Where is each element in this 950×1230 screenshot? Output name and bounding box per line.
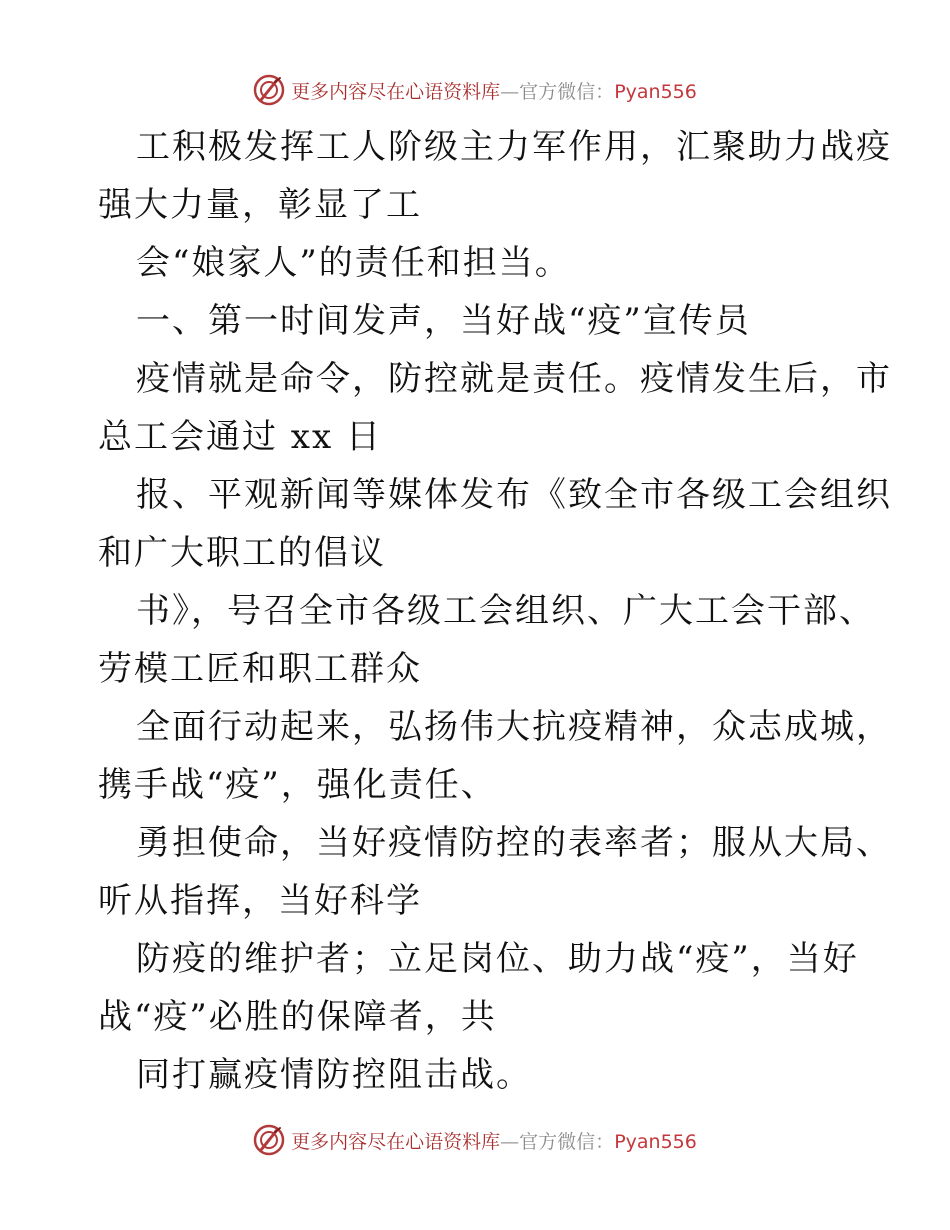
text-line: 全面行动起来，弘扬伟大抗疫精神，众志成城， [136, 707, 892, 747]
document-body [98, 118, 892, 1104]
text-line: 同打赢疫情防控阻击战。 [136, 1055, 532, 1095]
text-line: 疫情就是命令，防控就是责任。疫情发生后，市 [136, 359, 892, 399]
watermark-brand: 更多内容尽在心语资料库 [291, 1130, 501, 1153]
text-line: 劳模工匠和职工群众 [98, 649, 422, 689]
text-line: 会“娘家人”的责任和担当。 [136, 243, 571, 283]
text-line: 勇担使命，当好疫情防控的表率者；服从大局、 [136, 823, 892, 863]
watermark-logo-icon [253, 1124, 285, 1156]
text-line: 听从指挥，当好科学 [98, 881, 422, 921]
watermark-logo-icon [253, 74, 285, 106]
header-watermark [0, 70, 950, 110]
watermark-separator: — [500, 80, 520, 103]
text-line: 总工会通过 xx 日 [98, 417, 382, 457]
text-line: 强大力量，彰显了工 [98, 185, 422, 225]
watermark-separator: — [500, 1130, 520, 1153]
watermark-account: Pyan556 [614, 1130, 697, 1153]
watermark-official: 官方微信： [519, 1130, 615, 1153]
section-heading: 一、第一时间发声，当好战“疫”宣传员 [136, 301, 751, 341]
watermark-official: 官方微信： [519, 80, 615, 103]
text-line: 工积极发挥工人阶级主力军作用，汇聚助力战疫 [136, 127, 892, 167]
watermark-text [291, 77, 697, 104]
text-line: 和广大职工的倡议 [98, 533, 386, 573]
text-line: 报、平观新闻等媒体发布《致全市各级工会组织 [136, 475, 892, 515]
watermark-brand: 更多内容尽在心语资料库 [291, 80, 501, 103]
text-line: 战“疫”必胜的保障者，共 [98, 997, 497, 1037]
text-line: 携手战“疫”，强化责任、 [98, 765, 497, 805]
text-line: 防疫的维护者；立足岗位、助力战“疫”，当好 [136, 939, 859, 979]
text-line: 书》，号召全市各级工会组织、广大工会干部、 [136, 591, 875, 631]
footer-watermark [0, 1120, 950, 1160]
watermark-text [291, 1127, 697, 1154]
watermark-account: Pyan556 [614, 80, 697, 103]
